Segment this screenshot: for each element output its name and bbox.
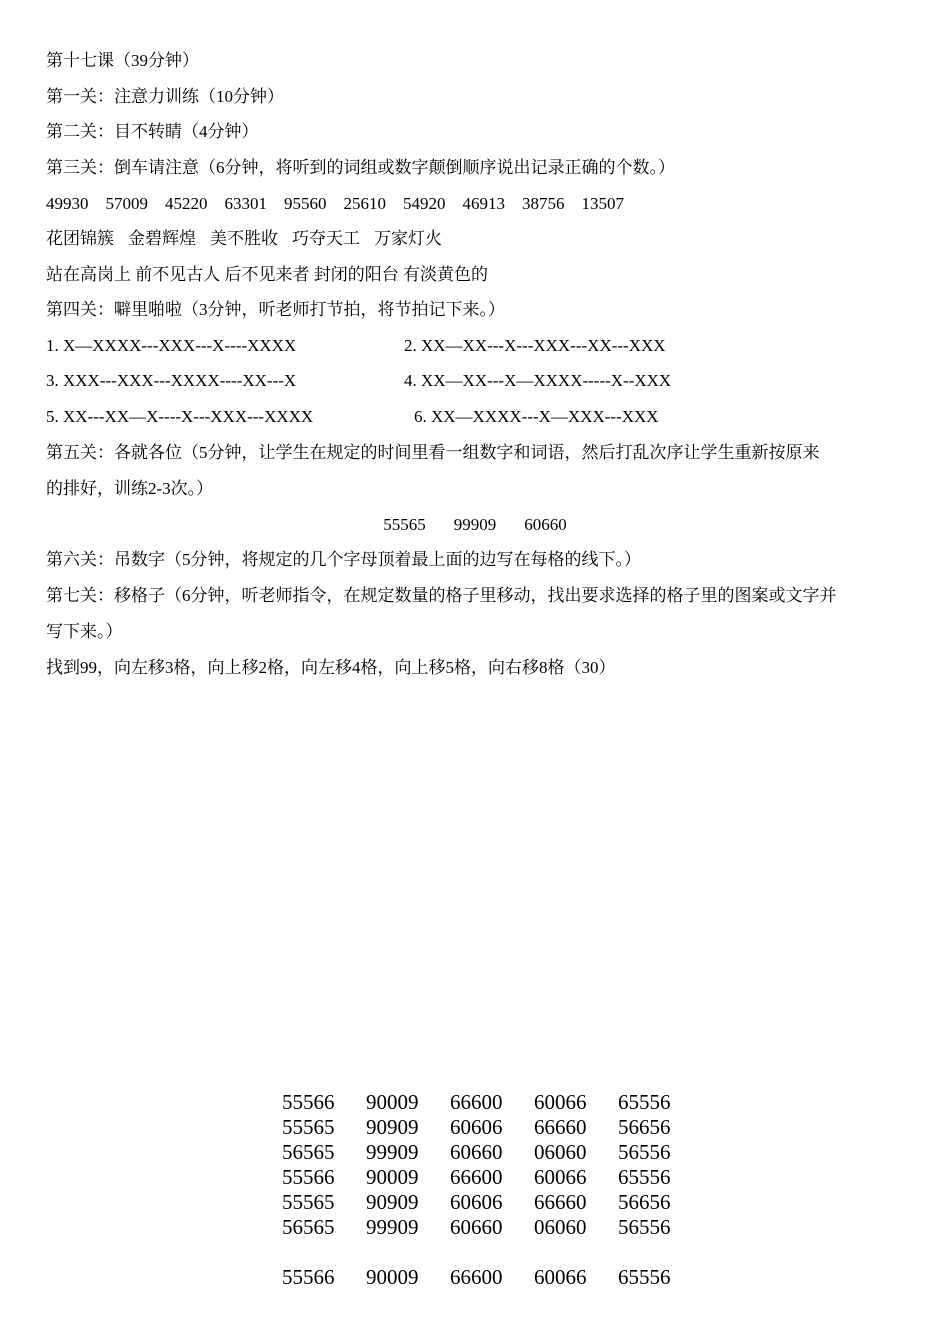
rhythm-item: 2. XX—XX---X---XXX---XX---XXX — [404, 336, 666, 355]
table-row — [282, 1115, 702, 1140]
grid-cell: 56556 — [618, 1140, 671, 1164]
grid-cell: 60066 — [534, 1165, 587, 1189]
grid-cell: 60066 — [534, 1090, 587, 1114]
grid-cell: 60066 — [534, 1265, 587, 1289]
grid-cell: 66660 — [534, 1190, 587, 1214]
number-grid-last-row — [282, 1265, 702, 1290]
level4-heading: 第四关：噼里啪啦（3分钟，听老师打节拍，将节拍记下来。） — [46, 300, 505, 319]
level5-number-list — [0, 514, 950, 536]
level3-word-list — [46, 228, 456, 250]
grid-cell: 55566 — [282, 1090, 335, 1114]
grid-cell: 56656 — [618, 1190, 671, 1214]
grid-cell: 60606 — [450, 1190, 503, 1214]
level6-heading: 第六关：吊数字（5分钟，将规定的几个字母顶着最上面的边写在每格的线下。） — [46, 550, 641, 569]
rhythm-item: 4. XX—XX---X—XXXX-----X--XXX — [404, 371, 672, 390]
grid-cell: 65556 — [618, 1265, 671, 1289]
grid-cell: 06060 — [534, 1215, 587, 1239]
rhythm-item: 5. XX---XX—X----X---XXX---XXXX — [46, 407, 314, 426]
rhythm-item: 3. XXX---XXX---XXXX----XX---X — [46, 371, 297, 390]
level7-instruction: 找到99，向左移3格，向上移2格，向左移4格，向上移5格，向右移8格（30） — [46, 658, 616, 677]
grid-cell: 55566 — [282, 1265, 335, 1289]
table-row — [282, 1140, 702, 1165]
number-item: 57009 — [105, 194, 148, 213]
rhythm-item: 1. X—XXXX---XXX---X----XXXX — [46, 336, 297, 355]
number-item: 60660 — [524, 515, 567, 534]
grid-cell: 06060 — [534, 1140, 587, 1164]
number-item: 63301 — [224, 194, 267, 213]
level2-heading: 第二关：目不转睛（4分钟） — [46, 122, 259, 141]
grid-cell: 99909 — [366, 1215, 419, 1239]
grid-cell: 90909 — [366, 1190, 419, 1214]
table-row — [282, 1090, 702, 1115]
grid-cell: 56565 — [282, 1140, 335, 1164]
grid-cell: 56565 — [282, 1215, 335, 1239]
grid-cell: 60660 — [450, 1215, 503, 1239]
grid-cell: 56556 — [618, 1215, 671, 1239]
grid-cell: 66600 — [450, 1090, 503, 1114]
grid-cell: 55566 — [282, 1165, 335, 1189]
level5-heading-continued: 的排好，训练2-3次。） — [46, 479, 214, 498]
number-item: 46913 — [462, 194, 505, 213]
level1-heading: 第一关：注意力训练（10分钟） — [46, 87, 284, 106]
level3-sentence: 站在高岗上 前不见古人 后不见来者 封闭的阳台 有淡黄色的 — [46, 265, 488, 284]
level3-heading: 第三关：倒车请注意（6分钟，将听到的词组或数字颠倒顺序说出记录正确的个数。） — [46, 158, 675, 177]
grid-cell: 90909 — [366, 1115, 419, 1139]
grid-cell: 60660 — [450, 1140, 503, 1164]
word-item: 万家灯火 — [374, 229, 442, 248]
level7-heading: 第七关：移格子（6分钟，听老师指令，在规定数量的格子里移动，找出要求选择的格子里的图案或文字并 — [46, 586, 837, 605]
word-item: 巧夺天工 — [292, 229, 360, 248]
number-grid — [282, 1090, 702, 1240]
number-item: 49930 — [46, 194, 89, 213]
grid-cell: 90009 — [366, 1090, 419, 1114]
word-item: 美不胜收 — [210, 229, 278, 248]
number-item: 54920 — [403, 194, 446, 213]
grid-cell: 55565 — [282, 1115, 335, 1139]
table-row — [282, 1165, 702, 1190]
word-item: 金碧辉煌 — [128, 229, 196, 248]
number-item: 38756 — [522, 194, 565, 213]
grid-cell: 66600 — [450, 1265, 503, 1289]
grid-cell: 56656 — [618, 1115, 671, 1139]
grid-cell: 90009 — [366, 1265, 419, 1289]
number-item: 99909 — [453, 515, 497, 534]
grid-cell: 90009 — [366, 1165, 419, 1189]
level5-heading: 第五关：各就各位（5分钟，让学生在规定的时间里看一组数字和词语，然后打乱次序让学生重新按原来 — [46, 443, 820, 462]
grid-cell: 55565 — [282, 1190, 335, 1214]
grid-cell: 66600 — [450, 1165, 503, 1189]
level3-number-list — [46, 193, 641, 215]
grid-cell: 99909 — [366, 1140, 419, 1164]
grid-cell: 65556 — [618, 1090, 671, 1114]
grid-cell: 65556 — [618, 1165, 671, 1189]
grid-cell: 60606 — [450, 1115, 503, 1139]
word-item: 花团锦簇 — [46, 229, 114, 248]
grid-cell: 66660 — [534, 1115, 587, 1139]
number-item: 13507 — [581, 194, 624, 213]
table-row — [282, 1190, 702, 1215]
number-item: 55565 — [383, 515, 426, 534]
number-item: 45220 — [165, 194, 208, 213]
number-item: 25610 — [343, 194, 386, 213]
lesson-title: 第十七课（39分钟） — [46, 51, 199, 70]
table-row — [282, 1215, 702, 1240]
rhythm-item: 6. XX—XXXX---X—XXX---XXX — [414, 407, 659, 426]
level7-heading-continued: 写下来。） — [46, 622, 123, 641]
number-item: 95560 — [284, 194, 327, 213]
table-row — [282, 1265, 702, 1290]
